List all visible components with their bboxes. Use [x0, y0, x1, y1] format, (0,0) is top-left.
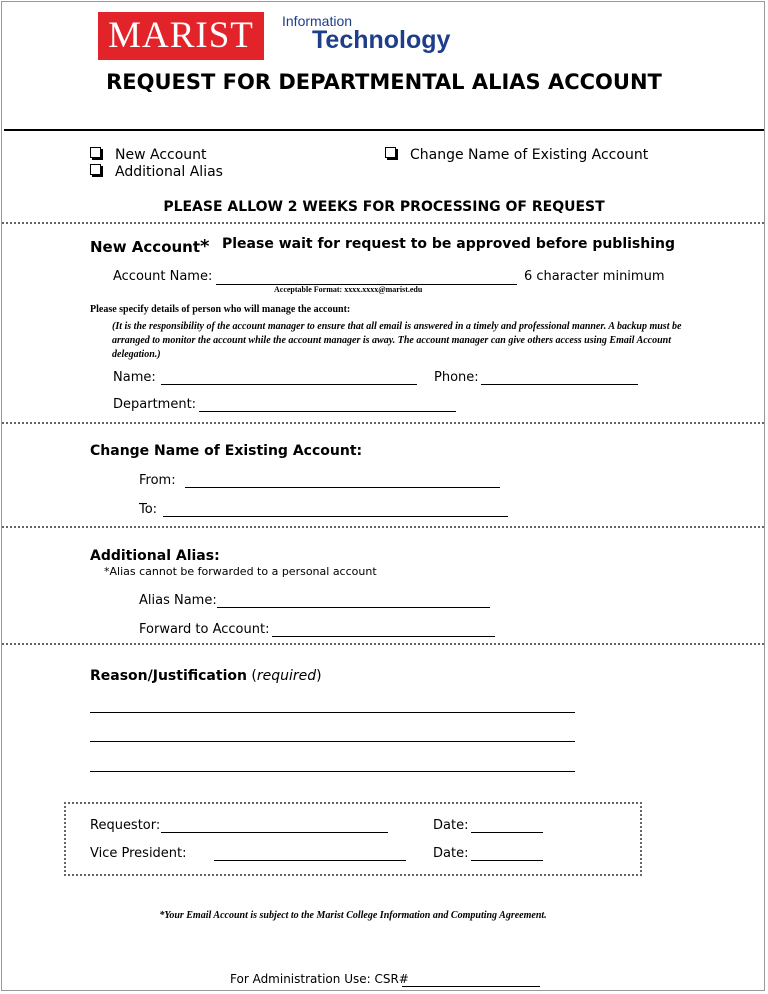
- checkbox-icon[interactable]: [385, 147, 396, 158]
- phone-label: Phone:: [434, 370, 479, 385]
- section-divider: [2, 643, 764, 645]
- acceptable-format-note: Acceptable Format: xxxx.xxxx@marist.edu: [274, 285, 423, 294]
- from-field[interactable]: [185, 487, 500, 488]
- from-label: From:: [139, 473, 176, 488]
- processing-notice: PLEASE ALLOW 2 WEEKS FOR PROCESSING OF REQUEST: [163, 199, 605, 215]
- vice-president-field[interactable]: [214, 860, 406, 861]
- name-label: Name:: [113, 370, 156, 385]
- requestor-label: Requestor:: [90, 818, 161, 833]
- requestor-field[interactable]: [161, 832, 388, 833]
- signature-box: [64, 802, 642, 876]
- alias-forwarding-note: *Alias cannot be forwarded to a personal account: [104, 565, 377, 578]
- account-name-label: Account Name:: [113, 269, 213, 284]
- vice-president-label: Vice President:: [90, 846, 187, 861]
- vp-date-field[interactable]: [471, 860, 543, 861]
- manager-responsibility-note: (It is the responsibility of the account manager to ensure that all email is answered in a timely and professional manner. A backup must be arranged to monitor the account while the account manager is away. The account manager can give others access using Email Account delegation.): [112, 321, 682, 360]
- reason-heading: Reason/Justification (required): [90, 668, 322, 684]
- to-field[interactable]: [163, 516, 508, 517]
- character-minimum-note: 6 character minimum: [524, 269, 665, 284]
- section-divider: [2, 422, 764, 424]
- to-label: To:: [139, 502, 158, 517]
- section-divider: [2, 526, 764, 528]
- department-field[interactable]: [199, 411, 456, 412]
- manager-heading: Please specify details of person who will manage the account:: [90, 304, 351, 315]
- requestor-date-label: Date:: [433, 818, 469, 833]
- option-new-account[interactable]: New Account: [90, 147, 207, 163]
- change-name-heading: Change Name of Existing Account:: [90, 443, 363, 459]
- reason-line-2[interactable]: [90, 741, 575, 742]
- checkbox-icon[interactable]: [90, 147, 101, 158]
- section-divider: [2, 222, 764, 224]
- phone-field[interactable]: [481, 384, 638, 385]
- option-additional-alias[interactable]: Additional Alias: [90, 164, 223, 180]
- reason-line-1[interactable]: [90, 712, 575, 713]
- title-divider: [4, 129, 764, 131]
- vp-date-label: Date:: [433, 846, 469, 861]
- admin-use-label: For Administration Use: CSR#: [230, 972, 409, 986]
- new-account-heading: New Account*: [90, 236, 210, 257]
- option-change-name[interactable]: Change Name of Existing Account: [385, 147, 648, 163]
- forward-to-account-field[interactable]: [272, 636, 495, 637]
- department-label: Department:: [113, 397, 197, 412]
- logo-technology-text: Technology: [312, 26, 451, 54]
- name-field[interactable]: [161, 384, 417, 385]
- form-title: REQUEST FOR DEPARTMENTAL ALIAS ACCOUNT: [106, 70, 662, 94]
- csr-number-field[interactable]: [402, 986, 540, 987]
- reason-line-3[interactable]: [90, 771, 575, 772]
- requestor-date-field[interactable]: [471, 832, 543, 833]
- alias-name-field[interactable]: [217, 607, 490, 608]
- agreement-note: *Your Email Account is subject to the Marist College Information and Computing Agreement.: [159, 910, 547, 921]
- additional-alias-heading: Additional Alias:: [90, 548, 220, 564]
- marist-logo: MARIST: [98, 12, 264, 60]
- alias-name-label: Alias Name:: [139, 593, 217, 608]
- forward-to-account-label: Forward to Account:: [139, 622, 270, 637]
- logo-information-text: Information: [282, 13, 353, 29]
- approval-note: Please wait for request to be approved before publishing: [222, 236, 676, 252]
- checkbox-icon[interactable]: [90, 164, 101, 175]
